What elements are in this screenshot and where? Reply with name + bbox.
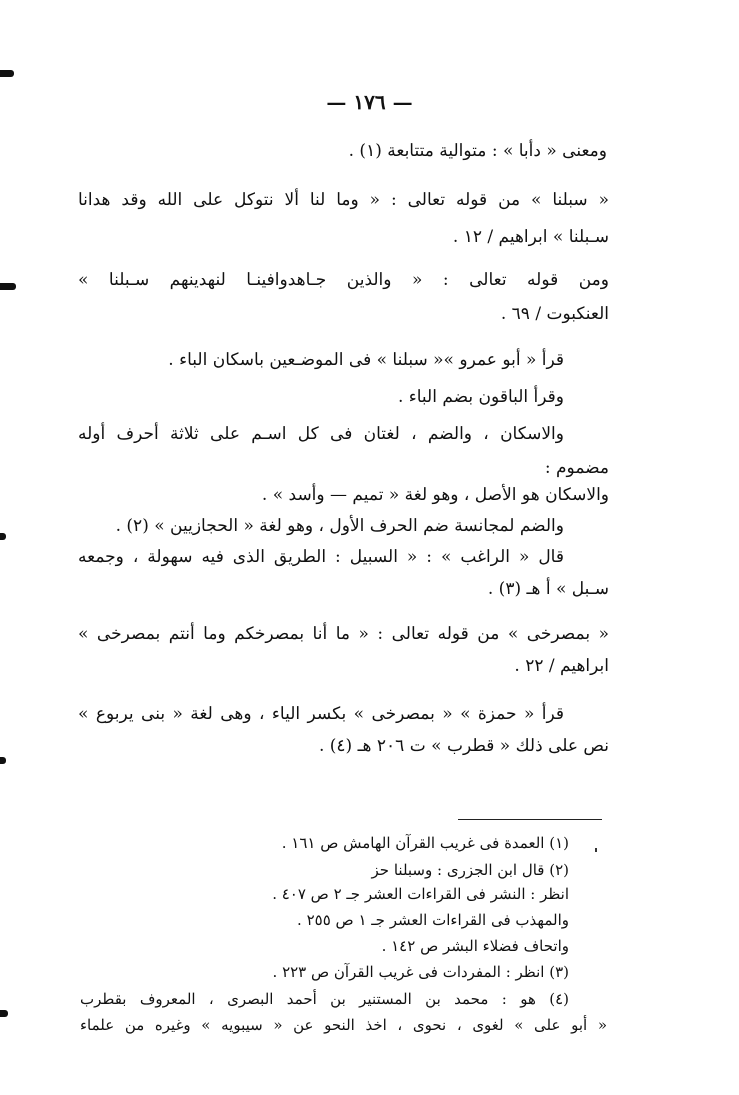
body-line: ومعنى « دأبا » : متوالية متتابعة (١) . xyxy=(348,141,607,161)
body-line: والاسكان هو الأصل ، وهو لغة « تميم — وأسد » . xyxy=(261,485,609,505)
body-line: والاسكان ، والضم ، لغتان فى كل اسـم على ثلاثة أحرف أوله xyxy=(78,424,564,444)
body-line: والضم لمجانسة ضم الحرف الأول ، وهو لغة « الحجازيين » (٢) . xyxy=(115,516,564,536)
body-line: « بمصرخى » من قوله تعالى : « ما أنا بمصرخكم وما أنتم بمصرخى » xyxy=(78,624,609,644)
body-line: قرأ « حمزة » « بمصرخى » بكسر الياء ، وهى لغة « بنى يربوع » xyxy=(78,704,564,724)
body-line: ابراهيم / ٢٢ . xyxy=(514,656,609,676)
footnote-line: واتحاف فضلاء البشر ص ١٤٢ . xyxy=(381,937,569,955)
scan-mark xyxy=(0,533,6,540)
body-line: قرأ « أبو عمرو »« سبلنا » فى الموضـعين باسكان الباء . xyxy=(168,350,564,370)
page-number: — ١٧٦ — xyxy=(326,90,413,114)
footnote-line: (١) العمدة فى غريب القرآن الهامش ص ١٦١ . xyxy=(281,834,569,852)
body-line: قال « الراغب » : « السبيل : الطريق الذى فيه سهولة ، وجمعه xyxy=(78,547,564,567)
body-line: العنكبوت / ٦٩ . xyxy=(500,304,609,324)
footnote-rule xyxy=(458,819,602,820)
footnote-line: (٢) قال ابن الجزرى : وسبلنا حز xyxy=(371,861,569,879)
body-line: « سبلنا » من قوله تعالى : « وما لنا ألا نتوكل على الله وقد هدانا xyxy=(78,190,609,210)
body-line: ومن قوله تعالى : « والذين جـاهدوافينـا لنهدينهم سـبلنا » xyxy=(78,270,609,290)
footnote-line: (٣) انظر : المفردات فى غريب القرآن ص ٢٢٣ . xyxy=(272,963,569,981)
footnote-line: والمهذب فى القراءات العشر جـ ١ ص ٢٥٥ . xyxy=(297,911,569,929)
body-line: نص على ذلك « قطرب » ت ٢٠٦ هـ (٤) . xyxy=(318,736,609,756)
scan-mark xyxy=(0,1010,8,1017)
scan-mark xyxy=(0,283,16,290)
scan-speck xyxy=(595,848,597,852)
body-line: سـبل » أ هـ (٣) . xyxy=(487,579,609,599)
footnote-line: (٤) هو : محمد بن المستنير بن أحمد البصرى ، المعروف بقطرب xyxy=(80,990,569,1008)
scan-mark xyxy=(0,757,6,764)
body-line: وقرأ الباقون بضم الباء . xyxy=(397,387,564,407)
scan-mark xyxy=(0,70,14,77)
footnote-line: انظر : النشر فى القراءات العشر جـ ٢ ص ٤٠٧ . xyxy=(272,885,569,903)
body-line: سـبلنا » ابراهيم / ١٢ . xyxy=(452,227,609,247)
footnote-line: « أبو على » لغوى ، نحوى ، اخذ النحو عن « سيبويه » وغيره من علماء xyxy=(80,1016,607,1034)
body-line: مضموم : xyxy=(544,458,609,478)
